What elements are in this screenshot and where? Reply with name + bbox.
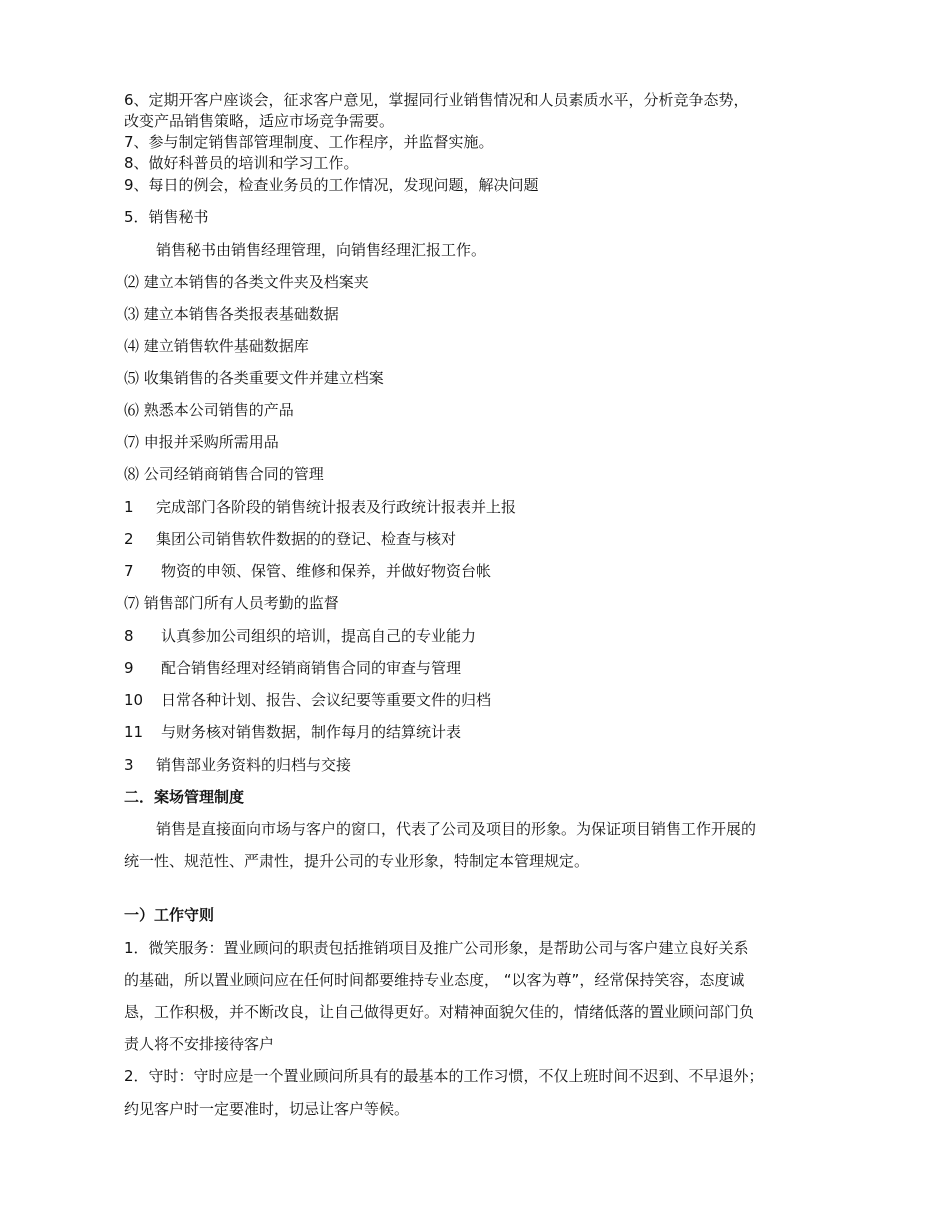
rule-1-line4: 责人将不安排接待客户 (124, 1035, 275, 1053)
item-text: 集团公司销售软件数据的的登记、检查与核对 (156, 530, 457, 548)
duty-item-6-line1: 6、定期开客户座谈会，征求客户意见，掌握同行业销售情况和人员素质水平，分析竞争态势， (124, 91, 749, 109)
rule-1-line2: 的基础，所以置业顾问应在任何时间都要维持专业态度， “以客为尊”，经常保持笑容，态度诚 (124, 971, 745, 989)
sales-secretary-description: 销售秘书由销售经理管理，向销售经理汇报工作。 (156, 241, 487, 259)
numbered-item-3 (124, 755, 351, 775)
subsection-heading-work-rules: 一）工作守则 (124, 906, 215, 924)
secretary-duty-7: ⑺ 申报并采购所需用品 (124, 433, 279, 451)
item-number: 8 (124, 627, 134, 645)
item-number: 7 (124, 562, 134, 580)
numbered-item-7 (124, 561, 491, 581)
numbered-item-1 (124, 497, 516, 517)
secretary-duty-3: ⑶ 建立本销售各类报表基础数据 (124, 305, 339, 323)
secretary-duty-6: ⑹ 熟悉本公司销售的产品 (124, 401, 294, 419)
rule-1-line3: 恳，工作积极，并不断改良，让自己做得更好。对精神面貌欠佳的，情绪低落的置业顾问部门负 (124, 1003, 755, 1021)
item-number: 10 (124, 691, 144, 709)
item-text: 完成部门各阶段的销售统计报表及行政统计报表并上报 (156, 498, 517, 516)
numbered-item-11 (124, 722, 461, 742)
item-text: 配合销售经理对经销商销售合同的审查与管理 (161, 659, 462, 677)
item-text: 物资的申领、保管、维修和保养，并做好物资台帐 (161, 562, 492, 580)
item-text: 与财务核对销售数据，制作每月的结算统计表 (161, 723, 462, 741)
rule-2-line1: 2．守时：守时应是一个置业顾问所具有的最基本的工作习惯，不仅上班时间不迟到、不早退外； (124, 1067, 764, 1085)
item-number: 1 (124, 498, 134, 516)
item-text: 销售部业务资料的归档与交接 (156, 756, 352, 774)
secretary-duty-7b: ⑺ 销售部门所有人员考勤的监督 (124, 594, 339, 612)
rule-2-line2: 约见客户时一定要准时，切忌让客户等候。 (124, 1100, 410, 1118)
rule-1-line1: 1．微笑服务：置业顾问的职责包括推销项目及推广公司形象，是帮助公司与客户建立良好关系 (124, 939, 749, 957)
duty-item-7: 7、参与制定销售部管理制度、工作程序，并监督实施。 (124, 133, 494, 151)
item-number: 9 (124, 659, 134, 677)
site-management-intro-line1: 销售是直接面向市场与客户的窗口，代表了公司及项目的形象。为保证项目销售工作开展的 (156, 820, 757, 838)
section-sales-secretary-heading: 5．销售秘书 (124, 208, 209, 226)
item-number: 3 (124, 756, 134, 774)
secretary-duty-8: ⑻ 公司经销商销售合同的管理 (124, 465, 324, 483)
numbered-item-8 (124, 626, 476, 646)
secretary-duty-5: ⑸ 收集销售的各类重要文件并建立档案 (124, 369, 384, 387)
numbered-item-9 (124, 658, 461, 678)
site-management-intro-line2: 统一性、规范性、严肃性，提升公司的专业形象，特制定本管理规定。 (124, 852, 590, 870)
item-text: 认真参加公司组织的培训，提高自己的专业能力 (161, 627, 477, 645)
duty-item-6-line2: 改变产品销售策略，适应市场竞争需要。 (124, 112, 395, 130)
duty-item-9: 9、每日的例会，检查业务员的工作情况，发现问题，解决问题 (124, 176, 539, 194)
item-text: 日常各种计划、报告、会议纪要等重要文件的归档 (161, 691, 492, 709)
numbered-item-2 (124, 529, 456, 549)
secretary-duty-2: ⑵ 建立本销售的各类文件夹及档案夹 (124, 273, 369, 291)
secretary-duty-4: ⑷ 建立销售软件基础数据库 (124, 337, 309, 355)
duty-item-8: 8、做好科普员的培训和学习工作。 (124, 154, 359, 172)
item-number: 2 (124, 530, 134, 548)
numbered-item-10 (124, 690, 491, 710)
section-heading-site-management: 二．案场管理制度 (124, 788, 245, 806)
item-number: 11 (124, 723, 144, 741)
